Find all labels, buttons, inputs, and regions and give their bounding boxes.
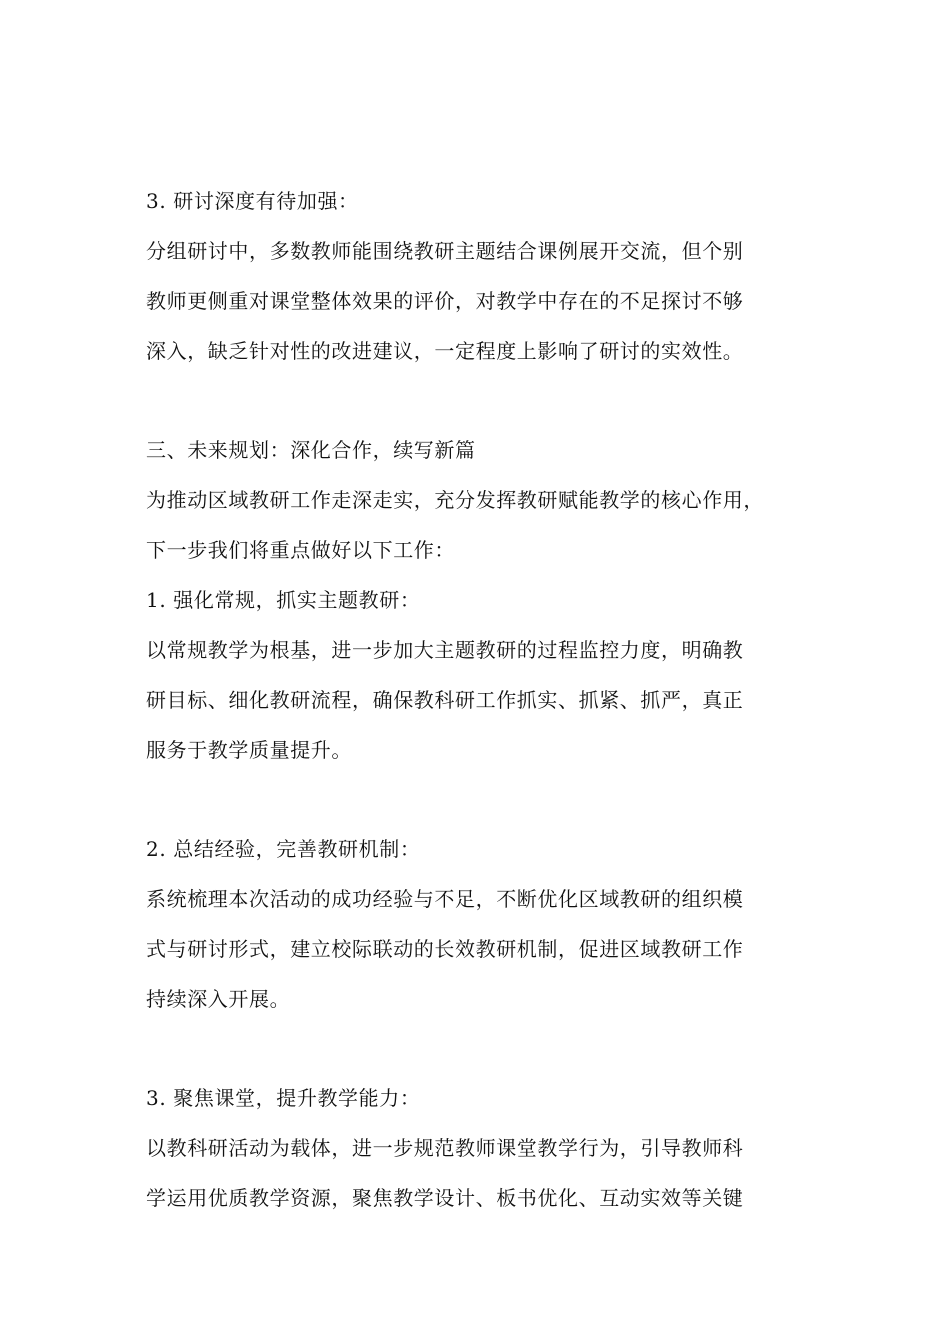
paragraph-line: 为推动区域教研工作走深走实，充分发挥教研赋能教学的核心作用， — [146, 488, 764, 512]
heading-3-discussion-depth: 3. 研讨深度有待加强： — [146, 189, 359, 213]
heading-3-classroom: 3. 聚焦课堂，提升教学能力： — [146, 1086, 421, 1110]
paragraph-line: 以教科研活动为载体，进一步规范教师课堂教学行为，引导教师科 — [146, 1136, 744, 1160]
paragraph-line: 系统梳理本次活动的成功经验与不足，不断优化区域教研的组织模 — [146, 887, 744, 911]
paragraph-line: 以常规教学为根基，进一步加大主题教研的过程监控力度，明确教 — [146, 638, 744, 662]
paragraph-line: 式与研讨形式，建立校际联动的长效教研机制，促进区域教研工作 — [146, 937, 744, 961]
heading-2-experience: 2. 总结经验，完善教研机制： — [146, 837, 421, 861]
paragraph-line: 服务于教学质量提升。 — [146, 738, 352, 762]
section-heading-future-plan: 三、未来规划：深化合作，续写新篇 — [146, 438, 476, 462]
paragraph-line: 学运用优质教学资源，聚焦教学设计、板书优化、互动实效等关键 — [146, 1186, 744, 1210]
paragraph-line: 持续深入开展。 — [146, 987, 291, 1011]
heading-1-routine: 1. 强化常规，抓实主题教研： — [146, 588, 421, 612]
paragraph-line: 深入，缺乏针对性的改进建议，一定程度上影响了研讨的实效性。 — [146, 339, 744, 363]
paragraph-line: 下一步我们将重点做好以下工作： — [146, 538, 455, 562]
paragraph-line: 分组研讨中，多数教师能围绕教研主题结合课例展开交流，但个别 — [146, 239, 744, 263]
paragraph-line: 研目标、细化教研流程，确保教科研工作抓实、抓紧、抓严，真正 — [146, 688, 744, 712]
paragraph-line: 教师更侧重对课堂整体效果的评价，对教学中存在的不足探讨不够 — [146, 289, 744, 313]
